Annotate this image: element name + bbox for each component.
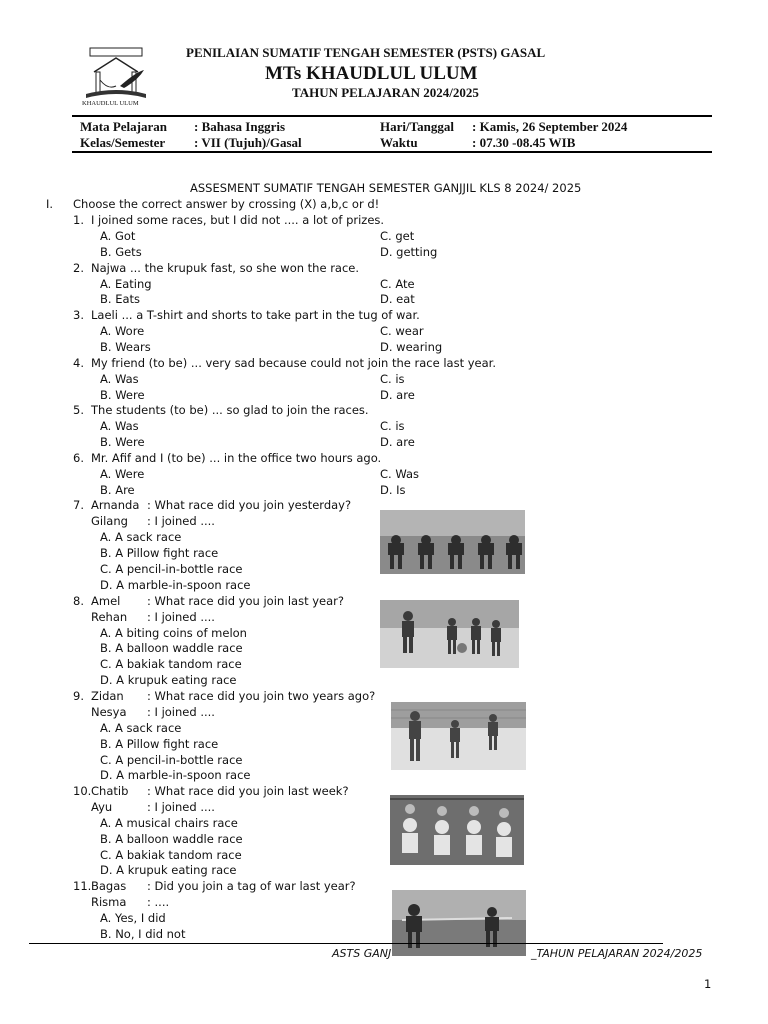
q7-pillow-fight-photo [380, 510, 525, 574]
q3-text: Laeli ... a T-shirt and shorts to take part in the tug of war. [91, 308, 420, 322]
q8-option-d: D. A krupuk eating race [100, 673, 237, 687]
q9-line1: : What race did you join two years ago? [147, 689, 376, 703]
q6-option-c: C. Was [380, 467, 420, 481]
q11-number: 11. [73, 879, 92, 893]
q9-line2: : I joined .... [147, 705, 215, 719]
q8-option-c: C. A bakiak tandom race [100, 657, 242, 671]
q7-option-a: A. A sack race [100, 530, 182, 544]
class-value: : VII (Tujuh)/Gasal [194, 135, 302, 150]
q5-option-a: A. Was [100, 419, 139, 433]
q1-option-d: D. getting [380, 245, 438, 259]
q8-option-b: B. A balloon waddle race [100, 641, 243, 655]
q10-option-d: D. A krupuk eating race [100, 863, 237, 877]
q8-number: 8. [73, 594, 84, 608]
q6-option-a: A. Were [100, 467, 145, 481]
q6-option-b: B. Are [100, 483, 135, 497]
q2-text: Najwa ... the krupuk fast, so she won the race. [91, 261, 360, 275]
q10-number: 10. [73, 784, 92, 798]
q9-option-a: A. A sack race [100, 721, 182, 735]
q10-option-a: A. A musical chairs race [100, 816, 238, 830]
q3-option-b: B. Wears [100, 340, 151, 354]
q4-option-a: A. Was [100, 372, 139, 386]
q10-speaker2: Ayu [91, 800, 113, 814]
q9-speaker1: Zidan [91, 689, 124, 703]
q5-option-b: B. Were [100, 435, 145, 449]
q7-line2: : I joined .... [147, 514, 215, 528]
school-logo [80, 46, 152, 108]
q7-speaker2: Gilang [91, 514, 128, 528]
footer-right: _TAHUN PELAJARAN 2024/2025 [531, 947, 703, 960]
q5-option-d: D. are [380, 435, 415, 449]
q6-text: Mr. Afif and I (to be) ... in the office two hours ago. [91, 451, 382, 465]
q7-option-b: B. A Pillow fight race [100, 546, 219, 560]
q1-option-c: C. get [380, 229, 415, 243]
assessment-title: ASSESMENT SUMATIF TENGAH SEMESTER GANJJIL KLS 8 2024/ 2025 [190, 181, 582, 195]
header-rule-bottom [72, 151, 712, 153]
q9-number: 9. [73, 689, 84, 703]
q2-number: 2. [73, 261, 84, 275]
q7-number: 7. [73, 498, 84, 512]
q10-krupuk-eating-photo [390, 795, 524, 865]
q9-marble-race-photo [391, 702, 526, 770]
class-label: Kelas/Semester [80, 135, 166, 150]
q3-option-d: D. wearing [380, 340, 443, 354]
q10-speaker1: Chatib [91, 784, 129, 798]
q7-speaker1: Arnanda [91, 498, 140, 512]
q4-option-c: C. is [380, 372, 405, 386]
subject-value: : Bahasa Inggris [194, 119, 286, 134]
footer-left: ASTS GANJ [332, 947, 392, 960]
q1-text: I joined some races, but I did not .... a lot of prizes. [91, 213, 385, 227]
q9-speaker2: Nesya [91, 705, 127, 719]
q11-line2: : .... [147, 895, 170, 909]
section-number: I. [46, 197, 54, 211]
q4-option-d: D. are [380, 388, 415, 402]
exam-header: PENILAIAN SUMATIF TENGAH SEMESTER (PSTS) GASAL [186, 45, 546, 60]
q4-number: 4. [73, 356, 84, 370]
section-instruction: Choose the correct answer by crossing (X) a,b,c or d! [73, 197, 380, 211]
time-label: Waktu [380, 135, 418, 150]
q11-tug-of-war-photo [392, 890, 526, 956]
q11-option-b: B. No, I did not [100, 927, 186, 941]
q5-option-c: C. is [380, 419, 405, 433]
q3-option-a: A. Wore [100, 324, 145, 338]
q6-option-d: D. Is [380, 483, 406, 497]
q6-number: 6. [73, 451, 84, 465]
q2-option-a: A. Eating [100, 277, 152, 291]
q7-option-d: D. A marble-in-spoon race [100, 578, 251, 592]
q9-option-d: D. A marble-in-spoon race [100, 768, 251, 782]
header-rule-top [72, 115, 712, 117]
q9-option-b: B. A Pillow fight race [100, 737, 219, 751]
q1-option-b: B. Gets [100, 245, 142, 259]
page-number: 1 [704, 977, 712, 991]
q5-number: 5. [73, 403, 84, 417]
q11-speaker1: Bagas [91, 879, 127, 893]
q10-option-b: B. A balloon waddle race [100, 832, 243, 846]
q8-speaker2: Rehan [91, 610, 128, 624]
q11-speaker2: Risma [91, 895, 127, 909]
footer-rule [29, 943, 663, 944]
school-name: MTs KHAUDLUL ULUM [265, 63, 478, 84]
q5-text: The students (to be) ... so glad to join the races. [91, 403, 369, 417]
q8-option-a: A. A biting coins of melon [100, 626, 247, 640]
q10-option-c: C. A bakiak tandom race [100, 848, 242, 862]
q8-line2: : I joined .... [147, 610, 215, 624]
q2-option-b: B. Eats [100, 292, 141, 306]
q7-line1: : What race did you join yesterday? [147, 498, 352, 512]
subject-label: Mata Pelajaran [80, 119, 168, 134]
q11-option-a: A. Yes, I did [100, 911, 166, 925]
q8-balloon-race-photo [380, 600, 519, 668]
q4-text: My friend (to be) ... very sad because could not join the race last year. [91, 356, 496, 370]
q3-number: 3. [73, 308, 84, 322]
q10-line2: : I joined .... [147, 800, 215, 814]
q9-option-c: C. A pencil-in-bottle race [100, 753, 243, 767]
q8-line1: : What race did you join last year? [147, 594, 344, 608]
time-value: : 07.30 -08.45 WIB [472, 135, 576, 150]
q1-number: 1. [73, 213, 84, 227]
day-value: : Kamis, 26 September 2024 [472, 119, 628, 134]
q10-line1: : What race did you join last week? [147, 784, 349, 798]
q11-line1: : Did you join a tag of war last year? [147, 879, 356, 893]
day-label: Hari/Tanggal [380, 119, 454, 134]
q8-speaker1: Amel [91, 594, 121, 608]
q1-option-a: A. Got [100, 229, 136, 243]
q2-option-c: C. Ate [380, 277, 415, 291]
q7-option-c: C. A pencil-in-bottle race [100, 562, 243, 576]
q2-option-d: D. eat [380, 292, 415, 306]
q4-option-b: B. Were [100, 388, 145, 402]
logo-caption: KHAUDLUL ULUM [82, 100, 139, 107]
academic-year: TAHUN PELAJARAN 2024/2025 [292, 85, 479, 100]
q3-option-c: C. wear [380, 324, 424, 338]
